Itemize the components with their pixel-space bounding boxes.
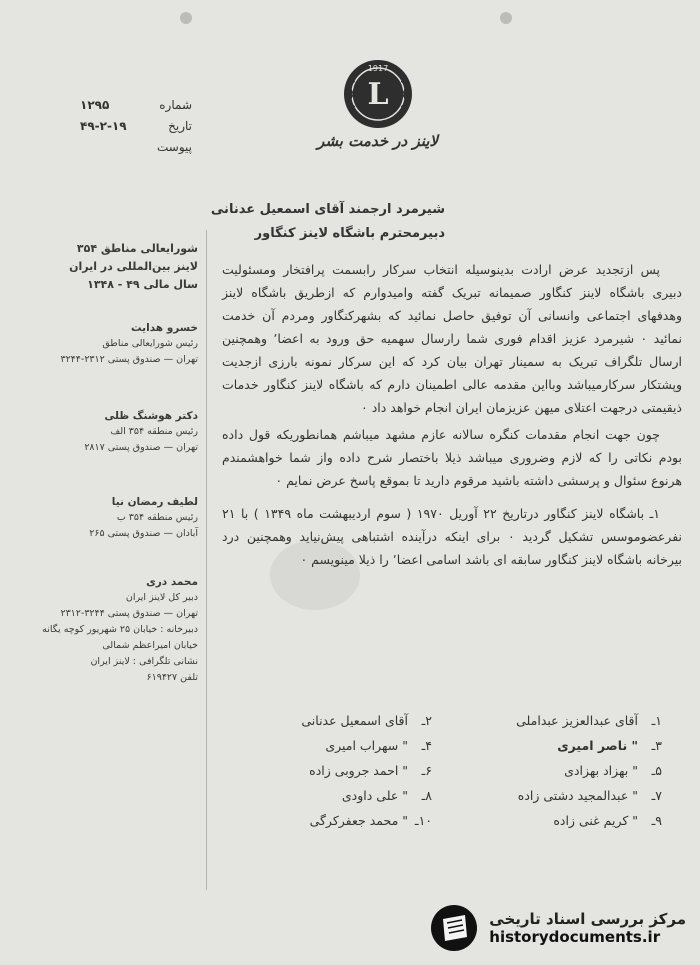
founder-item (462, 733, 662, 758)
punch-hole (180, 12, 192, 24)
member-phone: تلفن ۶۱۹۴۲۷ (146, 672, 198, 683)
number-value: ۱۲۹۵ (80, 98, 110, 112)
archive-watermark (429, 903, 686, 953)
lions-emblem-icon (342, 58, 414, 130)
member-title: رئیس شورایعالی مناطق (102, 338, 198, 349)
founder-name: " محمد جعفرکرگی (309, 813, 409, 828)
meta-date-row (80, 116, 192, 137)
founder-item (232, 808, 432, 833)
letter-body (222, 258, 682, 571)
founder-number: ۳ـ (651, 738, 662, 753)
founder-item (462, 808, 662, 833)
margin-divider (206, 230, 207, 890)
member-telegraph: نشانی تلگرافی : لاینز ایران (90, 656, 198, 667)
punch-hole (500, 12, 512, 24)
attachment-label: پیوست (157, 140, 192, 154)
founder-number: ۶ـ (421, 763, 432, 778)
founder-item (232, 758, 432, 783)
member-name: دکتر هوشنگ ظلی (104, 410, 198, 422)
founder-number: ۸ـ (421, 788, 432, 803)
recipient-block (211, 198, 445, 246)
member-name: محمد دری (146, 576, 198, 588)
founder-number: ۴ـ (421, 738, 432, 753)
founders-list (222, 708, 662, 868)
founder-name: " عبدالمجید دشتی زاده (517, 788, 639, 803)
member-address: تهران — صندوق پستی ۳۲۴۴-۲۳۱۲ (60, 608, 198, 619)
member-name: خسرو هدایت (131, 322, 198, 334)
council-line: لاینز بین‌المللی در ایران (69, 260, 198, 273)
date-label: تاریخ (168, 119, 192, 133)
council-member (38, 574, 198, 686)
emblem-year: 1917 (367, 64, 389, 73)
founder-item (232, 708, 432, 733)
watermark-en: historydocuments.ir (489, 928, 661, 946)
motto: لاینز در خدمت بشر (317, 132, 438, 150)
founder-item (232, 733, 432, 758)
founders-column (232, 708, 432, 833)
member-title: رئیس منطقه ۳۵۴ الف (110, 426, 198, 437)
council-line: شورایعالی مناطق ۳۵۴ (76, 242, 198, 255)
founder-name: " سهراب امیری (325, 738, 409, 753)
recipient-name: شیرمرد ارجمند آقای اسمعیل عدنانی (210, 202, 445, 217)
founder-item (462, 708, 662, 733)
member-title: رئیس منطقه ۳۵۴ ب (116, 512, 198, 523)
founder-name: " علی داودی (341, 788, 409, 803)
founder-name: " ناصر امیری (557, 738, 639, 753)
watermark-text (489, 910, 686, 946)
founder-number: ۲ـ (421, 713, 432, 728)
member-address: تهران — صندوق پستی ۲۳۱۲-۳۲۴۴ (60, 354, 198, 365)
founder-item (232, 783, 432, 808)
founder-item (462, 783, 662, 808)
member-office: دبیرخانه : خیابان ۲۵ شهریور کوچه یگانه (42, 624, 198, 635)
date-value: ۴۹-۲-۱۹ (80, 119, 127, 133)
archive-logo-icon (429, 903, 479, 953)
founder-number: ۱۰ـ (414, 813, 432, 828)
founder-name: " کریم غنی زاده (553, 813, 639, 828)
council-member (38, 320, 198, 368)
number-label: شماره (159, 98, 192, 112)
emblem-letter: L (367, 77, 389, 112)
council-sidebar (38, 240, 198, 686)
founder-name: آقای اسمعیل عدنانی (301, 713, 409, 728)
founder-number: ۵ـ (651, 763, 662, 778)
meta-attachment-row (80, 137, 192, 158)
member-address: تهران — صندوق پستی ۲۸۱۷ (84, 442, 198, 453)
council-line: سال مالی ۴۹ - ۱۳۴۸ (87, 278, 198, 291)
body-item: ۱ـ باشگاه لاینز کنگاور درتاریخ ۲۲ آوریل ۱۹۷۰ ( سوم اردیبهشت ماه ۱۳۴۹ ) با ۲۱ نفرعضوموسس تشکیل گردید ٠ برای اینکه درآینده اشتباهی پیش‌نیاید وهمچنین درد بیرخانه باشگاه لاینز کنگاور سابقه ای باشد اسامی اعضا٬ را ذیلا مینویسم ٠ (222, 506, 682, 567)
founder-number: ۱ـ (651, 713, 662, 728)
letter-meta (80, 95, 192, 158)
founder-name: " بهزاد بهزادی (564, 763, 639, 778)
member-name: لطیف رمضان نیا (111, 496, 198, 508)
meta-number-row (80, 95, 192, 116)
founder-item (462, 758, 662, 783)
watermark-fa: مرکز بررسی اسناد تاریخی (489, 910, 686, 928)
body-paragraph: چون جهت انجام مقدمات کنگره سالانه عازم مشهد میباشم همانطوریکه قول داده بودم نکاتی را که لازم وضروری میباشد ذیلا باختصار شرح داده واز شما خواهشمندم هرنوع سئوال و پرسشی داشته باشید مرقوم دارید تا بموقع پاسخ عرض نمایم ٠ (222, 427, 682, 488)
founder-name: آقای عبدالعزیز عبداملی (516, 713, 639, 728)
member-street: خیابان امیراعظم شمالی (102, 640, 198, 651)
council-member (38, 408, 198, 456)
body-paragraph: پس ازتجدید عرض ارادت بدینوسیله انتخاب سرکار رابسمت پرافتخار ومسئولیت دبیری باشگاه لاینز کنگاور صمیمانه تبریک گفته وامیدوارم که ازطریق باشگاه لاینز وهدفهای اجتماعی وانسانی آن توفیق حاصل نمائید که بشهرکنگاور ومردم آن خدمت نمائید ٠ شیرمرد عزیز اقدام فوری شما رارسال سهمیه حق ورود به اعضا٬ وهمچنین ارسال تلگراف تبریک به سمینار تهران بیان کرد که این سرکار نمونه بارزی ازجدیت وپشتکار سرکارمیباشد وبااین مقدمه عالی اطمینان دارم که باشگاه لاینز کنگاور خدمات ذیقیمتی درجهت اعتلای میهن عزیزمان ایران انجام خواهد داد ٠ (222, 262, 682, 415)
founder-name: " احمد جروبی زاده (309, 763, 409, 778)
founder-number: ۹ـ (651, 813, 662, 828)
founder-number: ۷ـ (651, 788, 662, 803)
founders-column (462, 708, 662, 833)
member-address: آبادان — صندوق پستی ۲۶۵ (89, 528, 198, 539)
letterhead (318, 58, 438, 168)
council-member (38, 494, 198, 542)
recipient-title: دبیرمحترم باشگاه لاینز کنگاور (254, 226, 445, 241)
member-title: دبیر کل لاینز ایران (125, 592, 198, 603)
